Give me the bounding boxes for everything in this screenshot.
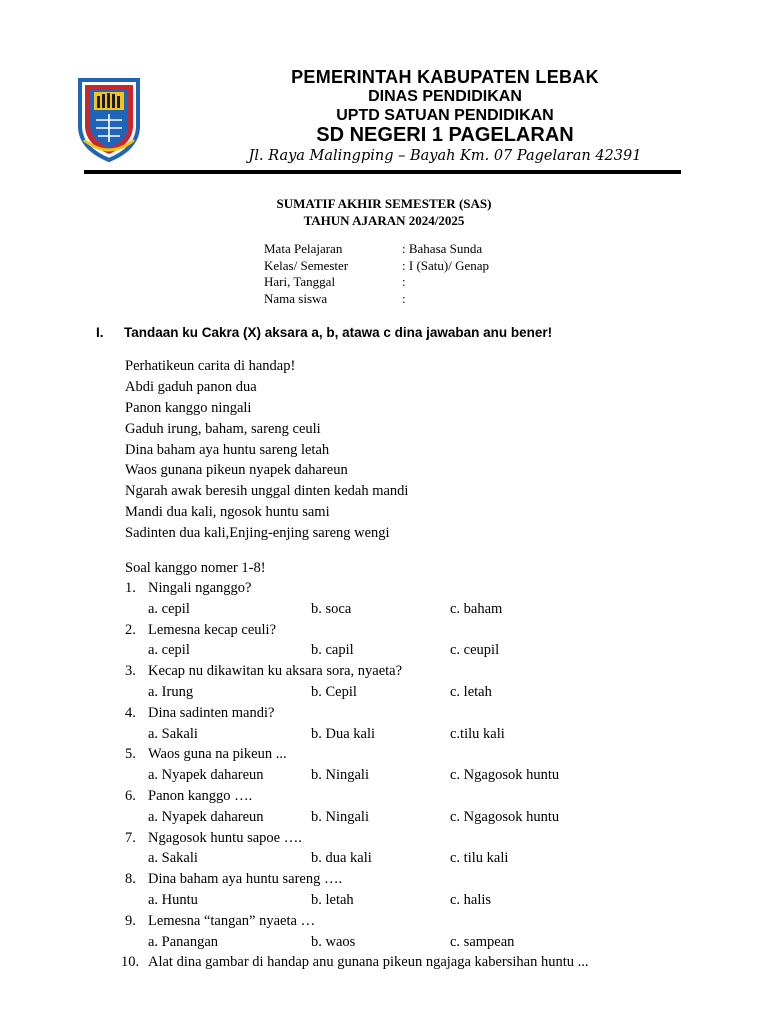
section-number: I. — [96, 325, 104, 340]
passage-line: Mandi dua kali, ngosok huntu sami — [125, 504, 330, 521]
question-number: 7. — [125, 829, 136, 846]
header-school-name: SD NEGERI 1 PAGELARAN — [316, 124, 574, 146]
questions-intro: Soal kanggo nomer 1-8! — [125, 560, 266, 576]
passage-line: Ngarah awak beresih unggal dinten kedah mandi — [125, 483, 409, 500]
question-number: 4. — [125, 704, 136, 721]
question-text: Kecap nu dikawitan ku aksara sora, nyaeta? — [148, 663, 403, 680]
info-label: Mata Pelajaran — [264, 241, 343, 256]
passage-line: Waos gunana pikeun nyapek dahareun — [125, 462, 348, 479]
info-label: Kelas/ Semester — [264, 257, 349, 273]
option-b: b. dua kali — [311, 850, 372, 867]
option-a: a. Nyapek dahareun — [148, 808, 264, 825]
option-a: a. Huntu — [148, 891, 198, 908]
info-row-student-name — [264, 291, 489, 308]
info-value: : — [402, 274, 406, 289]
reading-passage — [125, 356, 408, 544]
exam-title: SUMATIF AKHIR SEMESTER (SAS) — [276, 196, 492, 211]
question-number: 6. — [125, 787, 136, 804]
option-c: c. Ngagosok huntu — [450, 767, 560, 784]
passage-line: Dina baham aya huntu sareng letah — [125, 441, 330, 458]
info-row-subject — [264, 241, 489, 258]
option-a: a. Sakali — [148, 850, 198, 867]
option-a: a. Panangan — [148, 933, 219, 950]
option-c: c. sampean — [450, 933, 515, 950]
option-b: b. letah — [311, 891, 354, 908]
question-number: 1. — [125, 580, 136, 596]
exam-info-block — [264, 241, 489, 307]
option-b: b. Ningali — [311, 767, 369, 784]
option-c: c. baham — [450, 600, 503, 617]
header-address: Jl. Raya Malingping – Bayah Km. 07 Pagelaran 42391 — [248, 148, 642, 164]
option-a: a. cepil — [148, 600, 190, 617]
passage-line: Sadinten dua kali,Enjing-enjing sareng wengi — [125, 525, 390, 542]
question-text: Dina baham aya huntu sareng …. — [148, 871, 343, 888]
option-c: c. halis — [450, 891, 492, 908]
question-number: 2. — [125, 621, 136, 638]
section-instruction — [96, 325, 552, 340]
lebak-regency-crest-icon — [76, 76, 142, 162]
passage-line: Abdi gaduh panon dua — [125, 378, 257, 395]
instruction-text: Tandaan ku Cakra (X) aksara a, b, atawa c dina jawaban anu bener! — [124, 325, 553, 340]
option-a: a. Nyapek dahareun — [148, 767, 264, 784]
question-text: Lemesna “tangan” nyaeta … — [148, 912, 316, 929]
option-c: c. ceupil — [450, 642, 500, 659]
info-label: Hari, Tanggal — [264, 274, 336, 289]
info-row-date — [264, 274, 489, 291]
option-b: b. Ningali — [311, 808, 369, 825]
question-text: Lemesna kecap ceuli? — [148, 621, 277, 638]
header-government: PEMERINTAH KABUPATEN LEBAK — [291, 67, 599, 87]
option-b: b. Cepil — [311, 683, 357, 700]
info-value: : — [402, 290, 406, 306]
header-divider — [84, 170, 681, 174]
option-a: a. Irung — [148, 683, 194, 700]
question-number: 5. — [125, 746, 136, 763]
option-a: a. Sakali — [148, 725, 198, 742]
question-text: Waos guna na pikeun ... — [148, 746, 287, 763]
option-b: b. soca — [311, 600, 352, 617]
passage-line: Panon kanggo ningali — [125, 399, 252, 416]
option-c: c.tilu kali — [450, 725, 505, 742]
option-b: b. capil — [311, 642, 354, 659]
question-number: 8. — [125, 871, 136, 888]
question-text: Ngagosok huntu sapoe …. — [148, 829, 302, 846]
question-number: 9. — [125, 912, 136, 929]
info-row-class — [264, 258, 489, 275]
exam-year: TAHUN AJARAN 2024/2025 — [303, 213, 465, 228]
info-value: : Bahasa Sunda — [402, 241, 483, 256]
option-b: b. Dua kali — [311, 725, 376, 742]
question-text: Panon kanggo …. — [148, 787, 253, 804]
header-unit: UPTD SATUAN PENDIDIKAN — [336, 107, 554, 124]
passage-line: Gaduh irung, baham, sareng ceuli — [125, 420, 321, 437]
info-value: : I (Satu)/ Genap — [402, 257, 490, 273]
question-text: Alat dina gambar di handap anu gunana pikeun ngajaga kabersihan huntu ... — [148, 954, 589, 971]
question-text: Dina sadinten mandi? — [148, 704, 275, 721]
option-c: c. tilu kali — [450, 850, 509, 867]
question-text: Ningali nganggo? — [148, 580, 252, 596]
option-b: b. waos — [311, 933, 356, 950]
question-number: 3. — [125, 663, 136, 680]
header-department: DINAS PENDIDIKAN — [368, 88, 522, 105]
option-a: a. cepil — [148, 642, 190, 659]
option-c: c. Ngagosok huntu — [450, 808, 560, 825]
option-c: c. letah — [450, 683, 492, 700]
question-number: 10. — [121, 954, 140, 971]
info-label: Nama siswa — [264, 290, 328, 306]
passage-line: Perhatikeun carita di handap! — [125, 358, 296, 374]
